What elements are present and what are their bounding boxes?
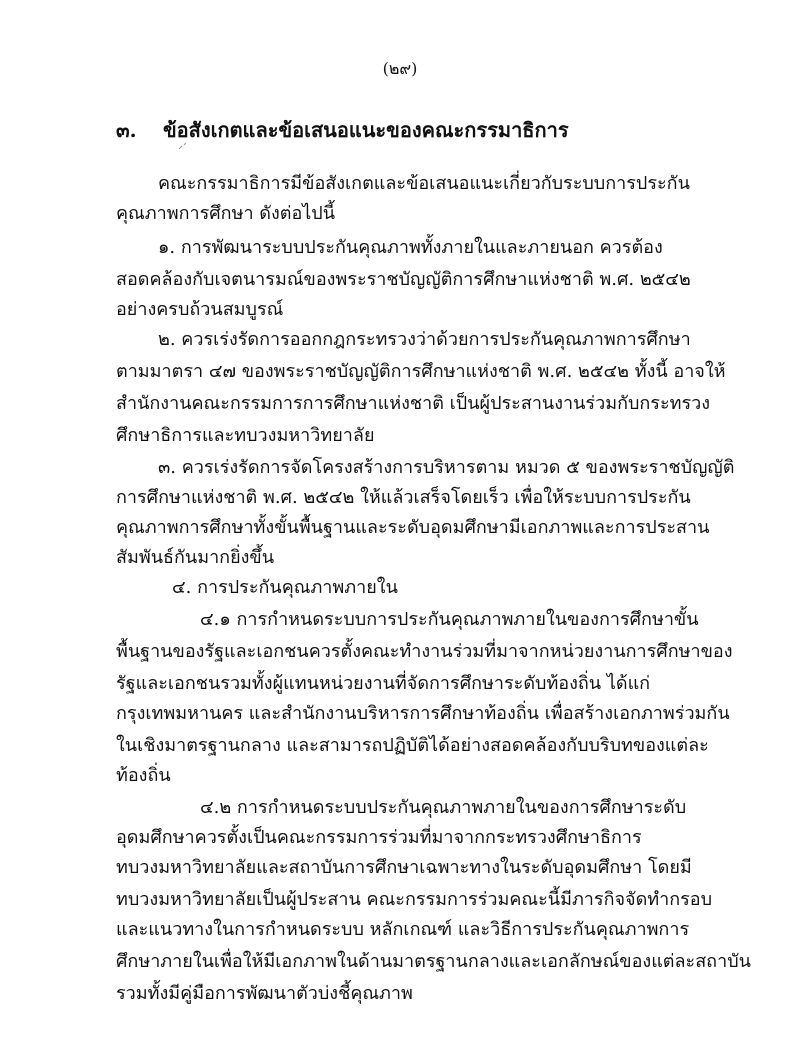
paragraph-line: ศึกษาภายในเพื่อให้มีเอกภาพในด้านมาตรฐานกลางและเอกลักษณ์ของแต่ละสถาบัน [116,951,751,972]
paragraph-line: คุณภาพการศึกษา ดังต่อไปนี้ [116,203,336,224]
paragraph-line: ตามมาตรา ๔๗ ของพระราชบัญญัติการศึกษาแห่งชาติ พ.ศ. ๒๕๔๒ ทั้งนี้ อาจให้ [116,361,726,382]
paragraph-line: กรุงเทพมหานคร และสำนักงานบริหารการศึกษาท้องถิ่น เพื่อสร้างเอกภาพร่วมกัน [116,703,730,724]
paragraph-line: ศึกษาธิการและทบวงมหาวิทยาลัย [116,425,375,446]
scan-speck [178,142,188,150]
paragraph-line: ทบวงมหาวิทยาลัยและสถาบันการศึกษาเฉพาะทางในระดับอุดมศึกษา โดยมี [116,857,692,878]
paragraph-line: คุณภาพการศึกษาทั้งขั้นพื้นฐานและระดับอุดมศึกษามีเอกภาพและการประสาน [116,517,710,538]
paragraph-line: ทบวงมหาวิทยาลัยเป็นผู้ประสาน คณะกรรมการร่วมคณะนี้มีภารกิจจัดทำกรอบ [116,889,713,910]
page-number: (๒๙) [382,59,418,78]
paragraph-line: รัฐและเอกชนรวมทั้งผู้แทนหน่วยงานที่จัดการศึกษาระดับท้องถิ่น ได้แก่ [116,673,651,694]
paragraph-line: ๔. การประกันคุณภาพภายใน [172,577,398,598]
paragraph-line: สัมพันธ์กันมากยิ่งขึ้น [116,547,275,568]
paragraph-line: สอดคล้องกับเจตนารมณ์ของพระราชบัญญัติการศึกษาแห่งชาติ พ.ศ. ๒๕๔๒ [116,269,691,290]
paragraph-line: ท้องถิ่น [116,765,171,786]
paragraph-line: ๔.๑ การกำหนดระบบการประกันคุณภาพภายในของการศึกษาขั้น [200,609,699,630]
paragraph-line: รวมทั้งมีคู่มือการพัฒนาตัวบ่งชี้คุณภาพ [116,983,413,1004]
paragraph-line: การศึกษาแห่งชาติ พ.ศ. ๒๕๔๒ ให้แล้วเสร็จโดยเร็ว เพื่อให้ระบบการประกัน [116,487,691,508]
paragraph-line: ในเชิงมาตรฐานกลาง และสามารถปฏิบัติได้อย่างสอดคล้องกับบริบทของแต่ละ [116,735,709,756]
paragraph-line: ๑. การพัฒนาระบบประกันคุณภาพทั้งภายในและภายนอก ควรต้อง [158,237,663,258]
paragraph-line: และแนวทางในการกำหนดระบบ หลักเกณฑ์ และวิธีการประกันคุณภาพการ [116,919,690,940]
section-title: ข้อสังเกตและข้อเสนอแนะของคณะกรรมาธิการ [162,118,569,142]
paragraph-line: ๔.๒ การกำหนดระบบประกันคุณภาพภายในของการศึกษาระดับ [200,797,687,818]
paragraph-line: ๒. ควรเร่งรัดการออกกฎกระทรวงว่าด้วยการประกันคุณภาพการศึกษา [158,329,691,350]
paragraph-line: พื้นฐานของรัฐและเอกชนควรตั้งคณะทำงานร่วมที่มาจากหน่วยงานการศึกษาของ [116,641,733,662]
section-heading [116,116,569,144]
paragraph-line: คณะกรรมาธิการมีข้อสังเกตและข้อเสนอแนะเกี่ยวกับระบบการประกัน [158,173,690,194]
paragraph-line: ๓. ควรเร่งรัดการจัดโครงสร้างการบริหารตาม หมวด ๕ ของพระราชบัญญัติ [158,457,735,478]
paragraph-line: อุดมศึกษาควรตั้งเป็นคณะกรรมการร่วมที่มาจากกระทรวงศึกษาธิการ [116,827,642,848]
paragraph-line: อย่างครบถ้วนสมบูรณ์ [116,299,284,320]
section-number: ๓. [116,118,137,142]
paragraph-line: สำนักงานคณะกรรมการการศึกษาแห่งชาติ เป็นผู้ประสานงานร่วมกับกระทรวง [116,393,711,414]
